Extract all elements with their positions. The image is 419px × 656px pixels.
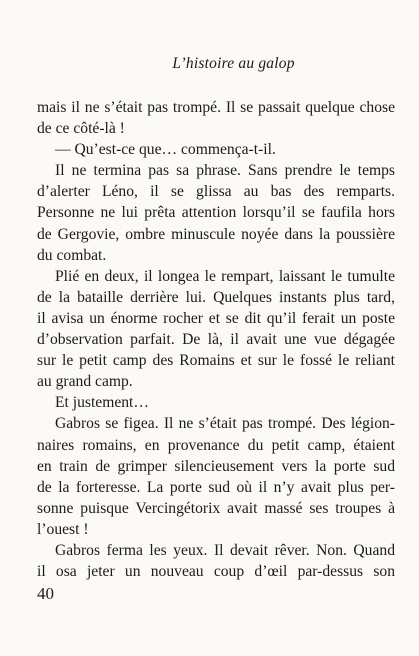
text-line: mais il ne s’était pas trompé. Il se passait quelque chose bbox=[37, 99, 395, 116]
text-line: il avisa un énorme rocher et se dit qu’il ferait un poste bbox=[37, 309, 395, 327]
text-line: au grand camp. bbox=[37, 373, 133, 391]
page-number: 40 bbox=[37, 584, 54, 603]
text-line: de ce côté-là ! bbox=[37, 120, 125, 138]
text-line: du combat. bbox=[37, 246, 107, 264]
text-line: Personne ne lui prêta attention lorsqu’il se faufila hors bbox=[37, 204, 395, 222]
running-title: L’histoire au galop bbox=[172, 55, 295, 72]
text-line: l’ouest ! bbox=[37, 520, 89, 538]
text-line: de la bataille derrière lui. Quelques instants plus tard, bbox=[37, 288, 395, 306]
text-line: sur le petit camp des Romains et sur le fossé le reliant bbox=[37, 352, 395, 370]
text-line: naires romains, en provenance du petit camp, étaient bbox=[37, 436, 395, 454]
text-line: Gabros se figea. Il ne s’était pas trompé. Des légion- bbox=[55, 415, 395, 433]
text-line: Plié en deux, il longea le rempart, laissant le tumulte bbox=[55, 267, 395, 285]
text-line: d’observation parfait. De là, il avait une vue dégagée bbox=[37, 331, 395, 349]
text-line: sonne puisque Vercingétorix avait massé ses troupes à bbox=[37, 499, 395, 517]
text-line: Il ne termina pas sa phrase. Sans prendre le temps bbox=[55, 162, 395, 180]
text-line: Et justement… bbox=[55, 394, 149, 412]
text-line: Gabros ferma les yeux. Il devait rêver. Non. Quand bbox=[55, 541, 395, 559]
text-line: — Qu’est-ce que… commença-t-il. bbox=[55, 141, 276, 159]
body-text bbox=[37, 97, 395, 582]
text-line: en train de grimper silencieusement vers la porte sud bbox=[37, 457, 395, 475]
text-line: d’alerter Léno, il se glissa au bas des remparts. bbox=[37, 183, 395, 201]
text-line: de la forteresse. La porte sud où il n’y avait plus per- bbox=[37, 478, 395, 496]
text-line: de Gergovie, ombre minuscule noyée dans la poussière bbox=[37, 225, 395, 243]
text-line: il osa jeter un nouveau coup d’œil par-dessus son bbox=[37, 563, 395, 581]
